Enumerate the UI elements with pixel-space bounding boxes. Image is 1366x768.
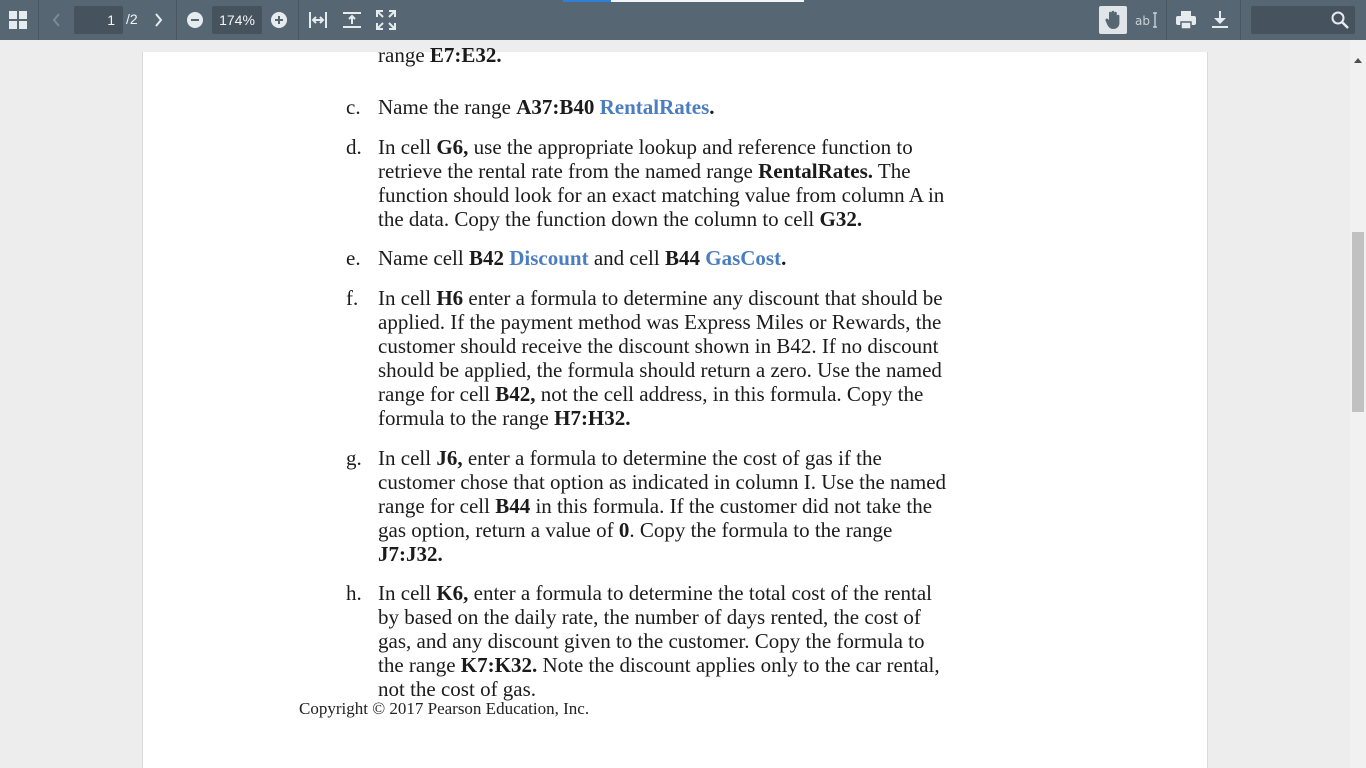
text-line [378, 135, 958, 159]
text-line [378, 494, 958, 518]
instruction-body [378, 246, 958, 270]
hand-tool-button[interactable] [1099, 6, 1127, 34]
text-segment: Name the range [378, 95, 517, 119]
page-number-input[interactable] [74, 6, 123, 34]
text-line [378, 518, 958, 542]
scrollbar-thumb[interactable] [1352, 232, 1364, 412]
text-segment: in this formula. If the customer did not take the [530, 494, 933, 518]
range-name-highlight: Discount [509, 246, 589, 270]
text-line [378, 406, 958, 430]
text-segment: Name cell [378, 246, 469, 270]
text-line [378, 581, 958, 605]
text-line [378, 542, 958, 566]
bold-reference: J6, [436, 446, 463, 470]
text-line [378, 159, 958, 183]
bold-reference: . [709, 95, 715, 119]
zoom-in-icon [270, 11, 288, 29]
pdf-page [142, 43, 1208, 768]
bold-reference: A37:B40 [516, 95, 595, 119]
next-page-icon [152, 13, 164, 27]
document-viewer[interactable] [0, 40, 1366, 768]
page-number-value: 1 [107, 12, 115, 28]
text-select-icon [1134, 10, 1158, 30]
text-line [378, 334, 958, 358]
instruction-body [378, 581, 958, 701]
text-segment: In cell [378, 581, 437, 605]
text-segment: and cell [588, 246, 665, 270]
toolbar-separator [298, 0, 299, 40]
bold-reference: 0 [618, 518, 630, 542]
range-name-highlight: RentalRates [599, 95, 710, 119]
text-segment: Note the discount applies only to the car rental, [537, 653, 940, 677]
partial-line-body [378, 43, 958, 67]
instruction-letter: e. [346, 246, 361, 270]
partial-line-text: range [378, 43, 430, 67]
text-line [378, 446, 958, 470]
instruction-body [378, 135, 958, 231]
bold-reference: B42 [468, 246, 504, 270]
text-segment: not the cell address, in this formula. Copy the [535, 382, 924, 406]
search-icon[interactable] [1331, 11, 1349, 33]
text-segment: In cell [378, 135, 437, 159]
text-segment: enter a formula to determine the total cost of the rental [468, 581, 932, 605]
instruction-letter: f. [346, 286, 359, 310]
text-segment: retrieve the rental rate from the named range [378, 159, 759, 183]
search-box[interactable] [1251, 6, 1355, 34]
text-segment: should be applied, the formula should return a zero. Use the named [378, 358, 942, 382]
instruction-letter: d. [346, 135, 362, 159]
text-line [378, 653, 958, 677]
text-segment: not the cost of gas. [378, 677, 537, 701]
text-line [378, 358, 958, 382]
fit-page-icon [342, 11, 362, 29]
text-segment: customer should receive the discount shown in B42. If no discount [378, 334, 939, 358]
pdf-toolbar [0, 0, 1366, 40]
instruction-body [378, 95, 958, 119]
fit-width-button[interactable] [304, 6, 332, 34]
text-segment: The [873, 159, 911, 183]
fullscreen-button[interactable] [372, 6, 400, 34]
bold-reference: . [781, 246, 787, 270]
bold-reference: K6, [436, 581, 469, 605]
zoom-in-button[interactable] [265, 6, 293, 34]
text-segment: the data. Copy the function down the column to cell [378, 207, 820, 231]
bold-reference: B44 [664, 246, 700, 270]
text-line [378, 95, 958, 119]
bold-reference: J7:J32. [378, 542, 443, 566]
fit-width-icon [308, 11, 328, 29]
text-line [378, 382, 958, 406]
fit-page-button[interactable] [338, 6, 366, 34]
text-segment: gas option, return a value of [378, 518, 619, 542]
toolbar-separator [38, 0, 39, 40]
bold-reference: RentalRates. [758, 159, 874, 183]
text-segment: function should look for an exact matching value from column A in [378, 183, 945, 207]
page-total: /2 [126, 11, 138, 27]
text-segment: gas, and any discount given to the customer. Copy the formula to [378, 629, 925, 653]
text-line [378, 246, 958, 270]
bold-reference: G6, [436, 135, 469, 159]
text-segment: enter a formula to determine any discount that should be [463, 286, 943, 310]
text-segment: In cell [378, 446, 437, 470]
print-icon [1176, 11, 1196, 29]
text-line [378, 286, 958, 310]
text-segment: . Copy the formula to the range [629, 518, 893, 542]
toolbar-separator [176, 0, 177, 40]
search-input[interactable] [1257, 10, 1331, 32]
text-segment: use the appropriate lookup and reference function to [468, 135, 913, 159]
instruction-letter: c. [346, 95, 361, 119]
instruction-letter: h. [346, 581, 362, 605]
download-button[interactable] [1206, 6, 1234, 34]
toolbar-separator [1166, 0, 1167, 40]
text-line [378, 310, 958, 334]
load-progress-fill [563, 0, 611, 2]
copyright-notice: Copyright © 2017 Pearson Education, Inc. [299, 699, 590, 718]
text-segment: customer chose that option as indicated in column I. Use the named [378, 470, 947, 494]
bold-reference: K7:K32. [460, 653, 538, 677]
bold-reference: H7:H32. [554, 406, 631, 430]
text-line [378, 470, 958, 494]
toolbar-separator [1240, 0, 1241, 40]
text-line [378, 677, 958, 701]
text-line [378, 605, 958, 629]
instruction-letter: g. [346, 446, 362, 470]
text-segment: In cell [378, 286, 437, 310]
bold-reference: B42, [495, 382, 536, 406]
sidebar-toggle-icon [8, 10, 28, 30]
zoom-out-icon [186, 11, 204, 29]
previous-page-icon [51, 13, 63, 27]
zoom-level-select[interactable] [212, 6, 262, 34]
text-line [378, 629, 958, 653]
bold-reference: B44 [495, 494, 531, 518]
svg-text:ab: ab [1135, 14, 1150, 28]
zoom-level-value: 174% [219, 12, 255, 28]
previous-page-button[interactable] [43, 6, 71, 34]
text-segment: applied. If the payment method was Express Miles or Rewards, the [378, 310, 942, 334]
range-name-highlight: GasCost [705, 246, 782, 270]
text-segment: enter a formula to determine the cost of gas if the [462, 446, 882, 470]
load-progress-bar [563, 0, 804, 2]
text-segment: range for cell [378, 494, 496, 518]
vertical-scrollbar[interactable] [1350, 40, 1366, 768]
instruction-body [378, 446, 958, 566]
bold-reference: H6 [436, 286, 464, 310]
bold-reference: G32. [819, 207, 863, 231]
text-line [378, 207, 958, 231]
text-select-button[interactable] [1132, 6, 1160, 34]
text-segment: formula to the range [378, 406, 555, 430]
text-segment: by based on the daily rate, the number of days rented, the cost of [378, 605, 921, 629]
scroll-up-arrow-icon[interactable] [1354, 58, 1362, 63]
text-segment: range for cell [378, 382, 496, 406]
text-segment: the range [378, 653, 461, 677]
print-button[interactable] [1172, 6, 1200, 34]
text-line [378, 183, 958, 207]
next-page-button[interactable] [144, 6, 172, 34]
sidebar-toggle-button[interactable] [4, 6, 32, 34]
download-icon [1211, 10, 1229, 30]
instruction-body [378, 286, 958, 430]
partial-line-range: E7:E32. [429, 43, 502, 67]
zoom-out-button[interactable] [181, 6, 209, 34]
hand-tool-icon [1104, 10, 1122, 30]
fullscreen-icon [376, 10, 396, 30]
